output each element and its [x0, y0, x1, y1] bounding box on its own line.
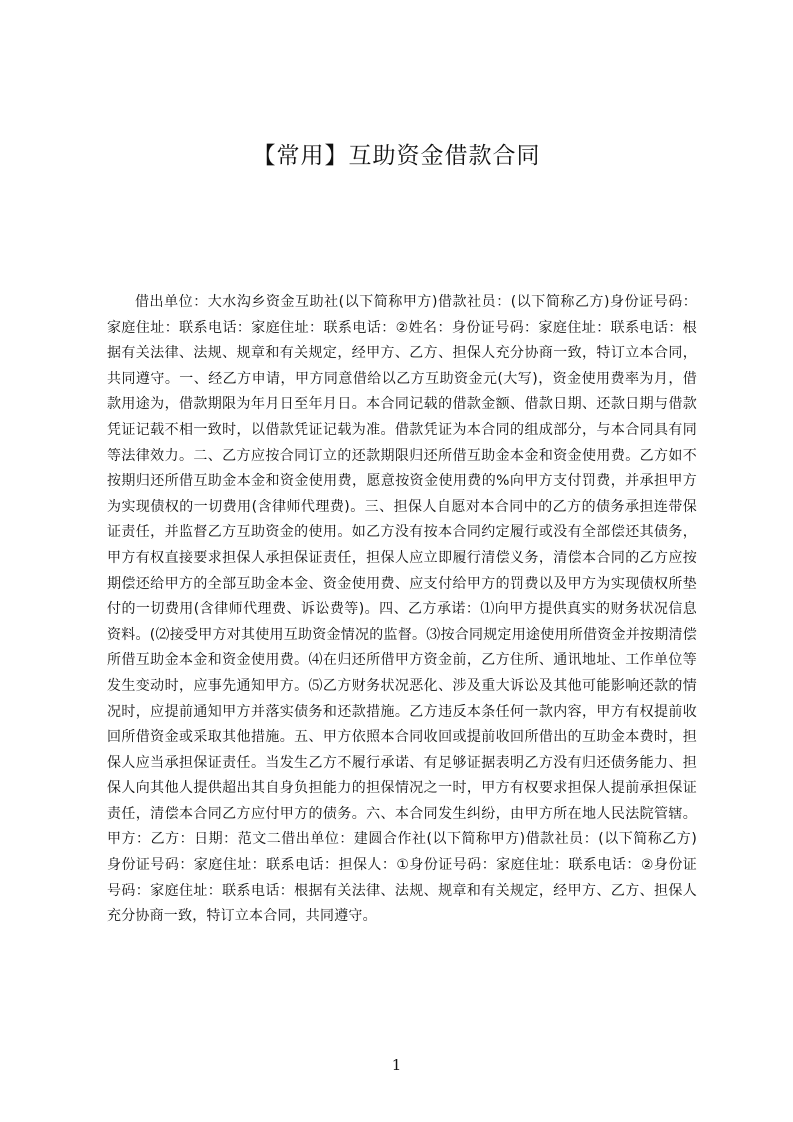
document-title: 【常用】互助资金借款合同: [252, 143, 541, 169]
document-body-paragraph: 借出单位：大水沟乡资金互助社(以下简称甲方)借款社员：(以下简称乙方)身份证号码：家庭住址：联系电话：家庭住址：联系电话：②姓名：身份证号码：家庭住址：联系电话：根据有关法律、法规、规章和有关规定，经甲方、乙方、担保人充分协商一致，特订立本合同，共同遵守。一、经乙方申请，甲方同意借给以乙方互助资金元(大写)，资金使用费率为月，借款用途为，借款期限为年月日至年月日。本合同记载的借款金额、借款日期、还款日期与借款凭证记载不相一致时，以借款凭证记载为准。借款凭证为本合同的组成部分，与本合同具有同等法律效力。二、乙方应按合同订立的还款期限归还所借互助金本金和资金使用费。乙方如不按期归还所借互助金本金和资金使用费，愿意按资金使用费的%向甲方支付罚费，并承担甲方为实现债权的一切费用(含律师代理费)。三、担保人自愿对本合同中的乙方的债务承担连带保证责任，并监督乙方互助资金的使用。如乙方没有按本合同约定履行或没有全部偿还其债务，甲方有权直接要求担保人承担保证责任，担保人应立即履行清偿义务，清偿本合同的乙方应按期偿还给甲方的全部互助金本金、资金使用费、应支付给甲方的罚费以及甲方为实现债权所垫付的一切费用(含律师代理费、诉讼费等)。四、乙方承诺：⑴向甲方提供真实的财务状况信息资料。(⑵接受甲方对其使用互助资金情况的监督。⑶按合同规定用途使用所借资金并按期清偿所借互助金本金和资金使用费。⑷在归还所借甲方资金前，乙方住所、通讯地址、工作单位等发生变动时，应事先通知甲方。⑸乙方财务状况恶化、涉及重大诉讼及其他可能影响还款的情况时，应提前通知甲方并落实债务和还款措施。乙方违反本条任何一款内容，甲方有权提前收回所借资金或采取其他措施。五、甲方依照本合同收回或提前收回所借出的互助金本费时，担保人应当承担保证责任。当发生乙方不履行承诺、有足够证据表明乙方没有归还债务能力、担保人向其他人提供超出其自身负担能力的担保情况之一时，甲方有权要求担保人提前承担保证责任，清偿本合同乙方应付甲方的债务。六、本合同发生纠纷，由甲方所在地人民法院管辖。甲方：乙方：日期：范文二借出单位：建圆合作社(以下简称甲方)借款社员：(以下简称乙方)身份证号码：家庭住址：联系电话：担保人：①身份证号码：家庭住址：联系电话：②身份证号码：家庭住址：联系电话：根据有关法律、法规、规章和有关规定，经甲方、乙方、担保人充分协商一致，特订立本合同，共同遵守。: [107, 294, 697, 925]
page-number: 1: [391, 1056, 402, 1074]
